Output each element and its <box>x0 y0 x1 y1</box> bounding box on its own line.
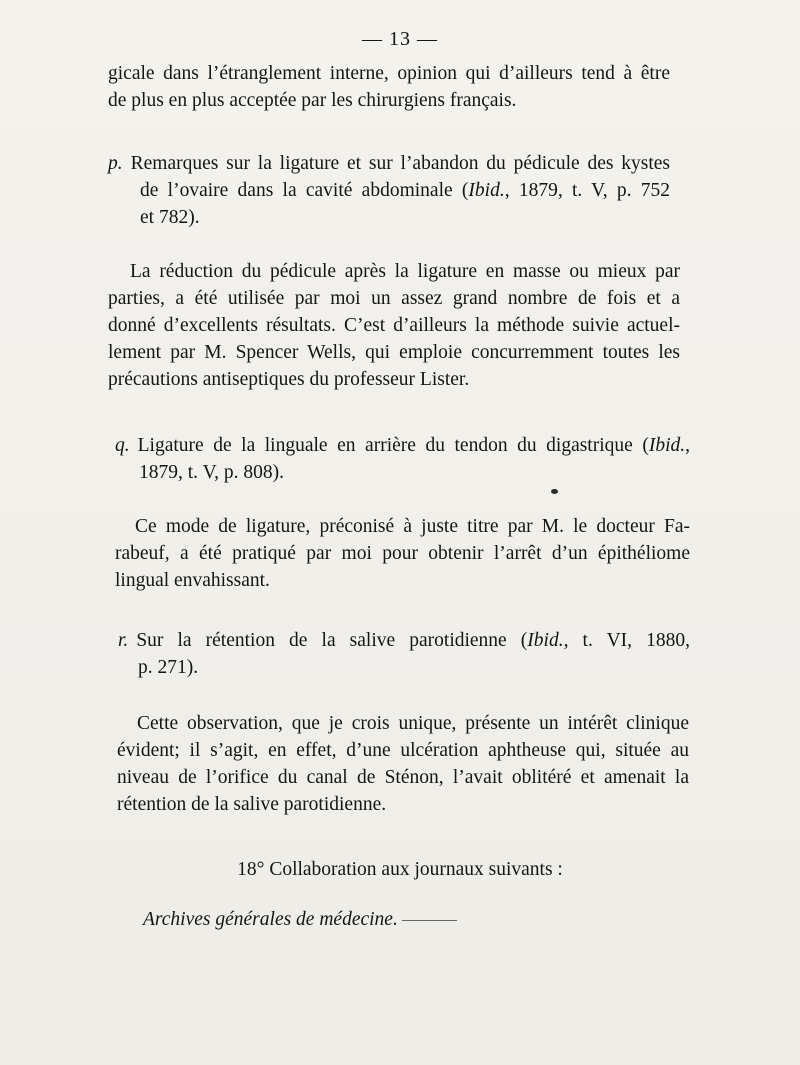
section-heading: 18° Collaboration aux journaux suivants : <box>237 859 563 880</box>
intro-line-1: gicale dans l’étranglement interne, opinion qui d’ailleurs tend à être <box>108 63 670 84</box>
item-r-ref: , t. VI, 1880, <box>563 630 690 651</box>
item-q-line-1 <box>115 432 690 459</box>
item-q-comma: , <box>685 435 690 456</box>
para-p-line-2: parties, a été utilisée par moi un assez grand nombre de fois et a <box>108 288 680 309</box>
item-r-letter: r. <box>118 630 129 651</box>
item-p-line-1 <box>108 150 670 177</box>
item-q-letter: q. <box>115 435 130 456</box>
item-r-line-2: p. 271). <box>138 657 199 678</box>
item-r-title: Sur la rétention de la salive parotidienne ( <box>136 630 528 651</box>
intro-line-2: de plus en plus acceptée par les chirurgiens français. <box>108 90 517 111</box>
item-p-ref: , 1879, t. V, p. 752 <box>504 180 670 201</box>
paragraph-q <box>115 513 690 594</box>
item-p-ibid: Ibid. <box>468 180 505 201</box>
para-r-line-4: rétention de la salive parotidienne. <box>117 794 387 815</box>
item-p-title-1: Remarques sur la ligature et sur l’abandon du pédicule des kystes <box>130 153 670 174</box>
journal-title: Archives générales de médecine. <box>143 909 398 930</box>
item-q-ibid: Ibid. <box>648 435 686 456</box>
item-r-line-1 <box>118 627 690 654</box>
para-q-line-1: Ce mode de ligature, préconisé à juste titre par M. le docteur Fa- <box>135 516 690 537</box>
journal-entry <box>143 906 457 933</box>
paragraph-r <box>117 710 689 818</box>
para-p-line-4: lement par M. Spencer Wells, qui emploie concurremment toutes les <box>108 342 680 363</box>
item-p-line-2 <box>140 177 670 204</box>
para-r-line-3: niveau de l’orifice du canal de Sténon, l’avait oblitéré et amenait la <box>117 767 689 788</box>
ink-speck <box>551 489 558 494</box>
item-q-line-2: 1879, t. V, p. 808). <box>139 462 285 483</box>
intro-paragraph <box>108 60 670 114</box>
item-r <box>118 627 690 681</box>
item-p <box>108 150 670 231</box>
para-q-line-3: lingual envahissant. <box>115 570 270 591</box>
para-q-line-2: rabeuf, a été pratiqué par moi pour obtenir l’arrêt d’un épithéliome <box>115 543 690 564</box>
para-r-line-2: évident; il s’agit, en effet, d’une ulcération aphtheuse qui, située au <box>117 740 689 761</box>
journal-rule <box>402 920 457 921</box>
item-p-letter: p. <box>108 153 123 174</box>
para-p-line-3: donné d’excellents résultats. C’est d’ailleurs la méthode suivie actuel- <box>108 315 680 336</box>
para-p-line-1: La réduction du pédicule après la ligature en masse ou mieux par <box>130 261 680 282</box>
paragraph-p <box>108 258 680 393</box>
item-p-line-3: et 782). <box>140 207 200 228</box>
item-r-ibid: Ibid. <box>527 630 564 651</box>
item-p-title-2: de l’ovaire dans la cavité abdominale ( <box>140 180 469 201</box>
para-r-line-1: Cette observation, que je crois unique, présente un intérêt clinique <box>137 713 689 734</box>
page-number: — 13 — <box>362 28 438 50</box>
para-p-line-5: précautions antiseptiques du professeur Lister. <box>108 369 470 390</box>
item-q <box>115 432 690 486</box>
item-q-title: Ligature de la linguale en arrière du tendon du digastrique ( <box>137 435 649 456</box>
